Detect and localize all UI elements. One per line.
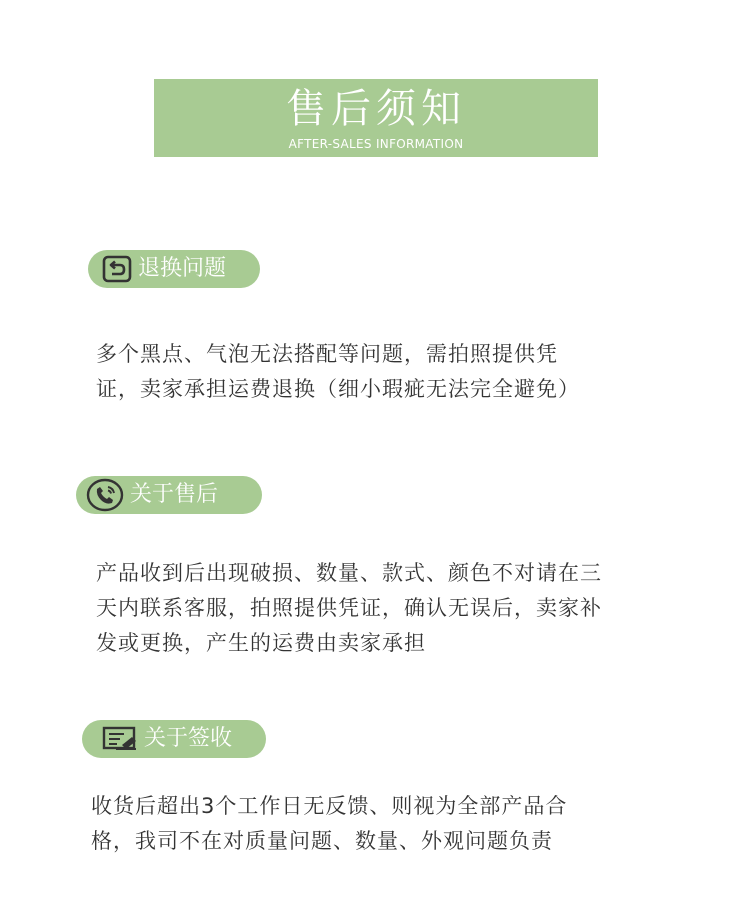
phone-icon xyxy=(86,478,124,512)
text-line: 发或更换，产生的运费由卖家承担 xyxy=(96,631,426,655)
text-line: 收货后超出3个工作日无反馈、则视为全部产品合 xyxy=(91,794,568,818)
section-heading-after-sales xyxy=(76,476,262,514)
page-subtitle: AFTER-SALES INFORMATION xyxy=(288,137,464,151)
text-line: 证，卖家承担运费退换（细小瑕疵无法完全避免） xyxy=(96,377,580,401)
header-banner xyxy=(154,79,598,157)
section-heading-returns xyxy=(88,250,260,288)
signature-document-icon xyxy=(102,726,138,752)
section-text-receipt xyxy=(91,789,567,859)
page-title: 售后须知 xyxy=(286,86,466,132)
text-line: 格，我司不在对质量问题、数量、外观问题负责 xyxy=(91,829,553,853)
section-heading-receipt xyxy=(82,720,266,758)
text-line: 产品收到后出现破损、数量、款式、颜色不对请在三 xyxy=(96,561,602,585)
section-text-after-sales xyxy=(96,556,602,661)
section-label: 关于签收 xyxy=(144,726,233,751)
text-line: 多个黑点、气泡无法搭配等问题，需拍照提供凭 xyxy=(96,342,558,366)
return-arrow-icon xyxy=(102,255,132,283)
section-text-returns xyxy=(96,337,580,407)
section-label: 退换问题 xyxy=(138,256,227,281)
text-line: 天内联系客服，拍照提供凭证，确认无误后，卖家补 xyxy=(96,596,602,620)
section-label: 关于售后 xyxy=(130,482,219,507)
